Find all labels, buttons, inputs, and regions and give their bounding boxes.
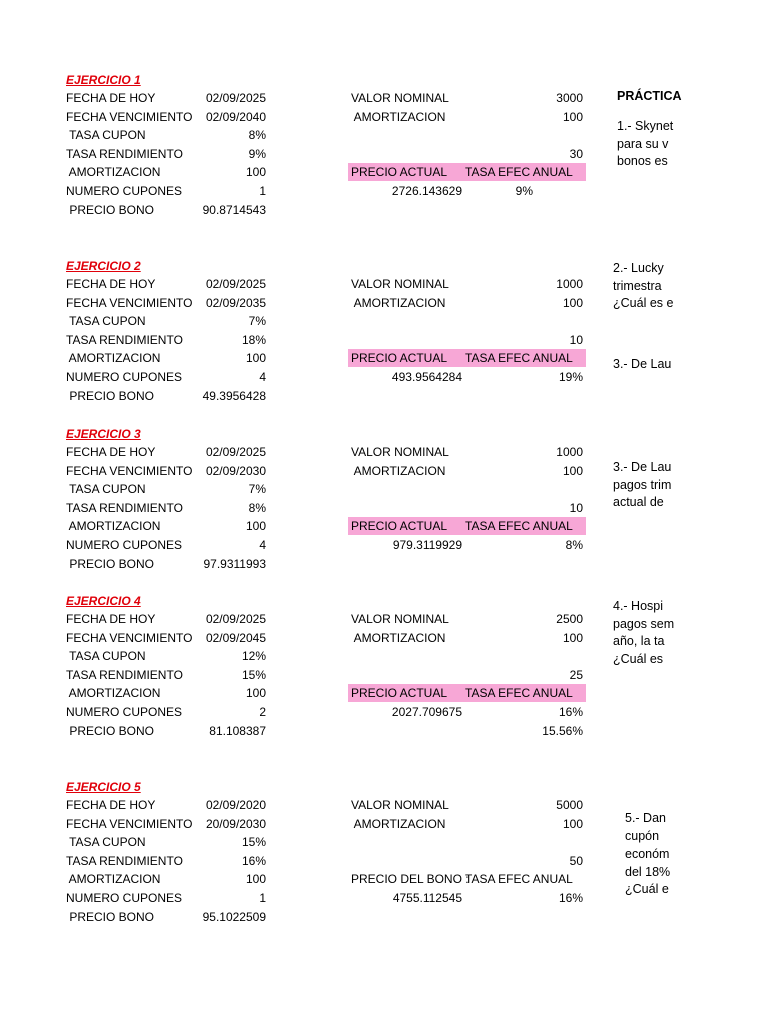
field-value[interactable]: 2 (259, 705, 266, 719)
row-numero-cupones (0, 182, 768, 200)
problem-4-line-2: pagos sem (613, 617, 675, 631)
row-tasa-rendimiento (0, 666, 768, 684)
precio-actual-value[interactable]: 493.9564284 (391, 370, 462, 384)
valor-nominal-value[interactable]: 3000 (556, 91, 583, 105)
field-label: FECHA VENCIMIENTO (66, 296, 193, 310)
field-label: FECHA VENCIMIENTO (66, 464, 193, 478)
amortizacion-value[interactable]: 100 (562, 296, 583, 310)
field-value[interactable]: 02/09/2040 (205, 110, 266, 124)
precio-actual-header: PRECIO ACTUAL (351, 165, 448, 179)
problem-5-line-5: ¿Cuál e (625, 882, 669, 896)
field-value[interactable]: 12% (241, 649, 266, 663)
field-label: AMORTIZACION (66, 686, 161, 700)
amortizacion-label: AMORTIZACION (351, 296, 446, 310)
precio-actual-header: PRECIO ACTUAL (351, 351, 448, 365)
row-tasa-rendimiento (0, 331, 768, 349)
field-label: TASA RENDIMIENTO (66, 854, 183, 868)
field-label: FECHA DE HOY (66, 445, 156, 459)
precio-actual-header: PRECIO ACTUAL (351, 686, 448, 700)
problem-3-clipped-line (613, 356, 672, 371)
valor-nominal-label: VALOR NOMINAL (351, 612, 449, 626)
problem-5-line-1: 5.- Dan (625, 811, 666, 825)
precio-actual-value[interactable]: 2027.709675 (391, 705, 462, 719)
field-value[interactable]: 02/09/2025 (205, 445, 266, 459)
problem-2-line-3: ¿Cuál es e (613, 296, 674, 310)
field-label: AMORTIZACION (66, 519, 161, 533)
exercise-title: EJERCICIO 3 (66, 427, 141, 441)
row-precio-bono (0, 908, 768, 926)
valor-nominal-label: VALOR NOMINAL (351, 277, 449, 291)
field-value[interactable]: 15% (241, 835, 266, 849)
field-label: FECHA DE HOY (66, 91, 156, 105)
problem-3-line-3: actual de (613, 495, 664, 509)
tasa-efec-anual-header: TASA EFEC ANUAL (465, 165, 573, 179)
precio-actual-value[interactable]: 2726.143629 (391, 184, 462, 198)
amortizacion-label: AMORTIZACION (351, 464, 446, 478)
field-label: AMORTIZACION (66, 872, 161, 886)
field-value[interactable]: 02/09/2025 (205, 612, 266, 626)
tasa-efec-anual-header: TASA EFEC ANUAL (465, 686, 573, 700)
row-precio-bono (0, 555, 768, 573)
field-label: TASA RENDIMIENTO (66, 147, 183, 161)
valor-nominal-value[interactable]: 1000 (556, 277, 583, 291)
field-value[interactable]: 100 (245, 351, 266, 365)
field-value[interactable]: 100 (245, 165, 266, 179)
field-label: TASA RENDIMIENTO (66, 501, 183, 515)
field-value[interactable]: 81.108387 (209, 724, 266, 738)
extra-value[interactable]: 50 (569, 854, 583, 868)
field-label: TASA CUPON (66, 128, 146, 142)
field-value[interactable]: 7% (248, 482, 266, 496)
field-value[interactable]: 1 (259, 184, 266, 198)
valor-nominal-value[interactable]: 1000 (556, 445, 583, 459)
field-value[interactable]: 7% (248, 314, 266, 328)
row-precio-bono (0, 201, 768, 219)
valor-nominal-label: VALOR NOMINAL (351, 798, 449, 812)
row-amortizacion (0, 517, 768, 535)
field-value[interactable]: 02/09/2025 (205, 91, 266, 105)
problem-2-line-2: trimestra (613, 279, 662, 293)
tasa-efec-anual-value[interactable]: 8% (565, 538, 583, 552)
problem-3-line-1: 3.- De Lau (613, 460, 672, 474)
field-label: TASA CUPON (66, 649, 146, 663)
field-value[interactable]: 02/09/2020 (205, 798, 266, 812)
row-numero-cupones (0, 703, 768, 721)
field-value[interactable]: 02/09/2035 (205, 296, 266, 310)
field-value[interactable]: 02/09/2030 (205, 464, 266, 478)
row-numero-cupones (0, 536, 768, 554)
field-label: NUMERO CUPONES (66, 538, 183, 552)
field-value[interactable]: 9% (248, 147, 266, 161)
problem-4-line-1: 4.- Hospi (613, 599, 664, 613)
practice-heading: PRÁCTICA (617, 89, 682, 103)
exercise-title: EJERCICIO 1 (66, 73, 141, 87)
tasa-efec-anual-header: TASA EFEC ANUAL (465, 351, 573, 365)
field-label: TASA CUPON (66, 482, 146, 496)
amortizacion-value[interactable]: 100 (562, 464, 583, 478)
amortizacion-label: AMORTIZACION (351, 110, 446, 124)
field-label: FECHA VENCIMIENTO (66, 631, 193, 645)
problem-5-line-4: del 18% (625, 865, 671, 879)
field-label: TASA CUPON (66, 314, 146, 328)
field-label: FECHA DE HOY (66, 798, 156, 812)
field-value[interactable]: 49.3956428 (202, 389, 266, 403)
exercise-title: EJERCICIO 4 (66, 594, 141, 608)
valor-nominal-label: VALOR NOMINAL (351, 91, 449, 105)
field-value[interactable]: 16% (241, 854, 266, 868)
field-label: FECHA VENCIMIENTO (66, 817, 193, 831)
problem-1-line-1: 1.- Skynet (617, 119, 674, 133)
amortizacion-value[interactable]: 100 (562, 817, 583, 831)
amortizacion-value[interactable]: 100 (562, 631, 583, 645)
row-precio-bono (0, 387, 768, 405)
exercise-title: EJERCICIO 5 (66, 780, 141, 794)
valor-nominal-value[interactable]: 5000 (556, 798, 583, 812)
field-label: PRECIO BONO (66, 389, 155, 403)
extra-value[interactable]: 10 (569, 501, 583, 515)
tasa-efec-anual-value[interactable]: 16% (558, 891, 583, 905)
field-label: NUMERO CUPONES (66, 891, 183, 905)
field-label: TASA CUPON (66, 835, 146, 849)
amortizacion-value[interactable]: 100 (562, 110, 583, 124)
precio-actual-header: PRECIO ACTUAL (351, 519, 448, 533)
field-label: AMORTIZACION (66, 165, 161, 179)
field-value[interactable]: 02/09/2025 (205, 277, 266, 291)
field-label: PRECIO BONO (66, 910, 155, 924)
extra-value[interactable]: 10 (569, 333, 583, 347)
field-value[interactable]: 100 (245, 686, 266, 700)
problem-4-line-4: ¿Cuál es (613, 652, 664, 666)
field-label: PRECIO BONO (66, 557, 155, 571)
tasa-efec-anual-alt-value[interactable]: 15.56% (542, 724, 583, 738)
problem-3-clipped-text: 3.- De Lau (613, 357, 672, 371)
problem-5-line-2: cupón (625, 829, 660, 843)
row-tasa-cupon (0, 312, 768, 330)
tasa-efec-anual-header: TASA EFEC ANUAL (465, 519, 573, 533)
extra-value[interactable]: 25 (569, 668, 583, 682)
field-label: FECHA DE HOY (66, 612, 156, 626)
field-value[interactable]: 97.9311993 (203, 557, 266, 571)
field-value[interactable]: 20/09/2030 (205, 817, 266, 831)
field-label: AMORTIZACION (66, 351, 161, 365)
field-value[interactable]: 95.1022509 (202, 910, 266, 924)
field-label: PRECIO BONO (66, 724, 155, 738)
field-label: TASA RENDIMIENTO (66, 333, 183, 347)
field-label: NUMERO CUPONES (66, 184, 183, 198)
extra-value[interactable]: 30 (569, 147, 583, 161)
exercise-title: EJERCICIO 2 (66, 259, 141, 273)
row-precio-bono (0, 722, 768, 740)
field-value[interactable]: 1 (259, 891, 266, 905)
valor-nominal-value[interactable]: 2500 (556, 612, 583, 626)
precio-actual-value[interactable]: 979.3119929 (392, 538, 462, 552)
problem-5-line-3: económ (625, 847, 670, 861)
problem-1-line-3: bonos es (617, 154, 668, 168)
tasa-efec-anual-value[interactable]: 9% (515, 184, 533, 198)
field-value[interactable]: 02/09/2045 (205, 631, 266, 645)
field-value[interactable]: 100 (245, 519, 266, 533)
valor-nominal-label: VALOR NOMINAL (351, 445, 449, 459)
precio-actual-value[interactable]: 4755.112545 (392, 891, 462, 905)
field-label: FECHA VENCIMIENTO (66, 110, 193, 124)
problem-2-line-1: 2.- Lucky (613, 261, 664, 275)
field-label: TASA RENDIMIENTO (66, 668, 183, 682)
problem-1-line-2: para su v (617, 137, 669, 151)
tasa-efec-anual-header: TASA EFEC ANUAL (465, 872, 573, 886)
field-value[interactable]: 8% (248, 128, 266, 142)
field-value[interactable]: 90.8714543 (202, 203, 266, 217)
problem-4-line-3: año, la ta (613, 634, 665, 648)
row-amortizacion (0, 684, 768, 702)
field-label: FECHA DE HOY (66, 277, 156, 291)
field-value[interactable]: 18% (241, 333, 266, 347)
field-value[interactable]: 100 (245, 872, 266, 886)
precio-bono-header: PRECIO DEL BONO : (351, 872, 469, 886)
problem-3-line-2: pagos trim (613, 478, 672, 492)
tasa-efec-anual-value[interactable]: 19% (558, 370, 583, 384)
field-value[interactable]: 8% (248, 501, 266, 515)
amortizacion-label: AMORTIZACION (351, 817, 446, 831)
field-label: NUMERO CUPONES (66, 705, 183, 719)
field-label: NUMERO CUPONES (66, 370, 183, 384)
field-value[interactable]: 4 (259, 370, 266, 384)
field-value[interactable]: 4 (259, 538, 266, 552)
amortizacion-label: AMORTIZACION (351, 631, 446, 645)
field-label: PRECIO BONO (66, 203, 155, 217)
field-value[interactable]: 15% (241, 668, 266, 682)
tasa-efec-anual-value[interactable]: 16% (558, 705, 583, 719)
